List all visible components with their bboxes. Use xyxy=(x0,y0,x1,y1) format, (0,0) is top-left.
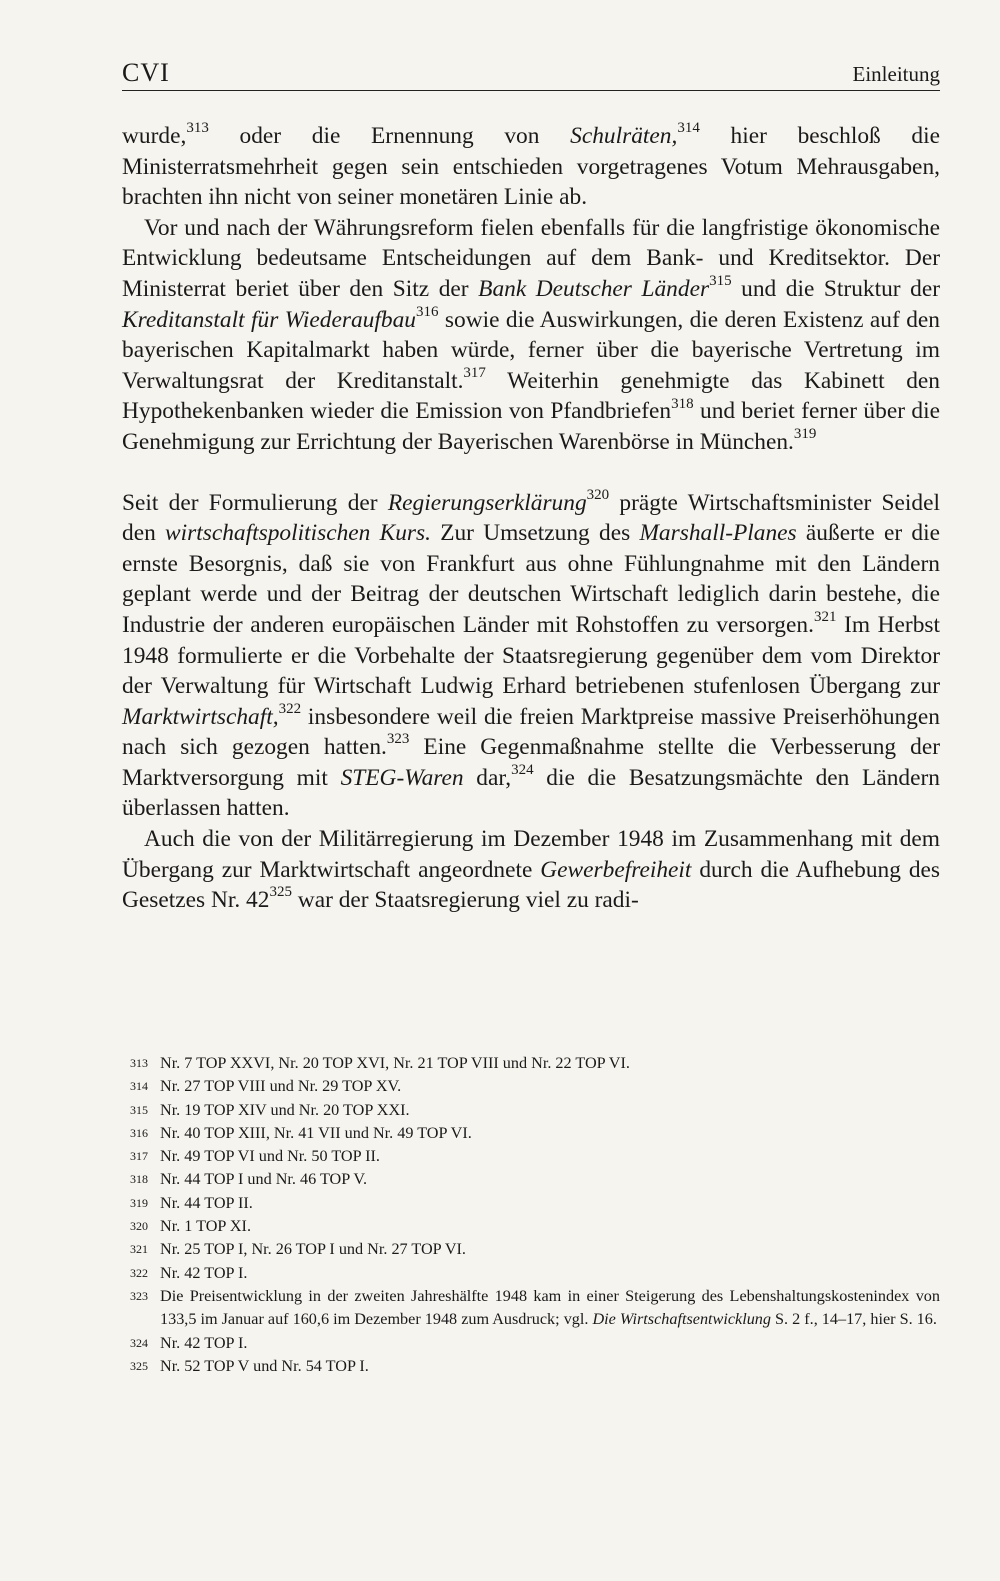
footnote-ref[interactable]: 321 xyxy=(813,609,837,626)
footnote xyxy=(130,1168,940,1191)
footnote-text: Nr. 19 TOP XIV und Nr. 20 TOP XXI. xyxy=(160,1100,410,1119)
footnote-ref[interactable]: 319 xyxy=(793,426,817,443)
footnote-ref[interactable]: 317 xyxy=(463,364,486,381)
footnote xyxy=(130,1075,940,1098)
footnote-text: Nr. 42 TOP I. xyxy=(160,1333,248,1352)
footnote-italic: Die Wirtschaftsentwicklung xyxy=(592,1310,771,1329)
italic-term: wirtschaftspolitischen Kurs. xyxy=(165,520,431,547)
footnote xyxy=(130,1192,940,1215)
text-run: und die Struktur der xyxy=(731,275,941,302)
text-run: war der Staatsregierung viel zu radi- xyxy=(291,887,639,914)
italic-term: Schulräten, xyxy=(570,123,678,149)
footnote xyxy=(130,1145,940,1168)
footnote-text: Nr. 42 TOP I. xyxy=(160,1263,248,1282)
italic-term: STEG-Waren xyxy=(340,764,464,791)
text-run: durch die Aufhebung des Gesetzes Nr. 42 xyxy=(122,856,940,914)
footnote-number: 317 xyxy=(130,1149,148,1164)
footnote-text: Nr. 52 TOP V und Nr. 54 TOP I. xyxy=(160,1356,369,1375)
footnote xyxy=(130,1238,940,1261)
footnote-ref[interactable]: 323 xyxy=(386,731,410,748)
footnote-number: 319 xyxy=(130,1195,148,1210)
footnote xyxy=(130,1052,940,1075)
footnote xyxy=(130,1285,940,1332)
text-run: Eine Gegenmaßnahme stellte die Verbesserung der Marktversorgung mit xyxy=(122,734,940,791)
paragraph-4 xyxy=(122,824,940,916)
footnote-text: Nr. 44 TOP I und Nr. 46 TOP V. xyxy=(160,1170,368,1189)
italic-term: Marshall-Planes xyxy=(639,520,797,547)
footnote xyxy=(130,1262,940,1285)
footnote xyxy=(130,1355,940,1378)
text-run: insbesondere weil die freien Marktpreise massive Preiserhöhungen nach sich gezogen hatten. xyxy=(122,703,940,761)
text-run: oder die Ernennung von xyxy=(208,123,571,149)
footnote-ref[interactable]: 315 xyxy=(709,273,732,290)
footnote-ref[interactable]: 320 xyxy=(586,486,610,503)
italic-term: Bank Deutscher Länder xyxy=(478,275,710,302)
section-title: Einleitung xyxy=(852,62,940,86)
footnote-number: 322 xyxy=(130,1265,148,1280)
footnote xyxy=(130,1332,940,1355)
main-text xyxy=(122,121,940,916)
footnote-text-after: S. 2 f., 14–17, hier S. 16. xyxy=(770,1310,937,1329)
footnote xyxy=(130,1099,940,1122)
footnote-text: Nr. 44 TOP II. xyxy=(160,1193,253,1212)
page-header xyxy=(122,56,940,91)
footnote-text: Die Preisentwicklung in der zweiten Jahreshälfte 1948 kam in einer Steigerung des Lebenshaltungskostenindex von 133,5 im Januar auf 160,6 im Dezember 1948 zum Ausdruck; vgl. xyxy=(160,1286,940,1329)
page-number: CVI xyxy=(122,58,170,87)
italic-term: Gewerbefreiheit xyxy=(540,856,692,883)
footnote-text: Nr. 25 TOP I, Nr. 26 TOP I und Nr. 27 TOP VI. xyxy=(160,1240,466,1259)
footnote xyxy=(130,1215,940,1238)
footnote-number: 315 xyxy=(130,1102,148,1117)
footnote-text: Nr. 7 TOP XXVI, Nr. 20 TOP XVI, Nr. 21 TOP VIII und Nr. 22 TOP VI. xyxy=(160,1054,630,1072)
text-run: Vor und nach der Währungsreform fielen ebenfalls für die langfristige ökonomische Entwicklung bedeutsame Entscheidungen auf dem Bank- und Kreditsektor. Der Ministerrat beriet über den Sitz der xyxy=(122,214,940,302)
footnotes xyxy=(130,1052,940,1378)
text-run: die die Besatzungsmächte den Ländern überlassen hatten. xyxy=(122,764,940,822)
footnote-text: Nr. 1 TOP XI. xyxy=(160,1217,251,1236)
text-run: sowie die Auswirkungen, die deren Existenz auf den bayerischen Kapitalmarkt haben würde, ferner über die bayerische Vertretung im Verwaltungsrat der Kreditanstalt. xyxy=(122,306,940,394)
footnote-text: Nr. 49 TOP VI und Nr. 50 TOP II. xyxy=(160,1147,380,1166)
paragraph-2 xyxy=(122,213,940,458)
text-run: Im Herbst 1948 formulierte er die Vorbehalte der Staatsregierung gegenüber dem vom Direktor der Verwaltung für Wirtschaft Ludwig Erhard betriebenen stufenlosen Übergang zur xyxy=(122,611,940,700)
footnote-number: 316 xyxy=(130,1125,148,1140)
footnote-text: Nr. 40 TOP XIII, Nr. 41 VII und Nr. 49 TOP VI. xyxy=(160,1123,472,1142)
text-run: dar, xyxy=(463,764,512,791)
text-run: Weiterhin genehmigte das Kabinett den Hypothekenbanken wieder die Emission von Pfandbriefen xyxy=(122,367,940,425)
footnote-ref[interactable]: 322 xyxy=(278,700,302,717)
footnote-ref[interactable]: 313 xyxy=(186,120,209,137)
italic-term: Regierungserklärung xyxy=(387,489,587,516)
text-run: Seit der Formulierung der xyxy=(122,489,388,516)
italic-term: Kreditanstalt für Wiederaufbau xyxy=(122,306,416,333)
footnote-ref[interactable]: 325 xyxy=(269,884,292,901)
footnote-number: 325 xyxy=(130,1358,148,1373)
footnote-number: 318 xyxy=(130,1172,148,1187)
paragraph-1 xyxy=(122,121,940,213)
text-run: und beriet ferner über die Genehmigung zur Errichtung der Bayerischen Warenbörse in München. xyxy=(122,398,940,455)
text-run: Zur Umsetzung des xyxy=(430,520,640,547)
footnote-number: 321 xyxy=(130,1242,148,1257)
footnote-number: 313 xyxy=(130,1056,148,1070)
text-run: hier beschloß die Ministerratsmehrheit gegen sein entschieden vorgetragenes Votum Mehrausgaben, brachten ihn nicht von seiner monetären Linie ab. xyxy=(122,123,940,211)
paragraph-3 xyxy=(122,488,940,825)
footnote-text: Nr. 27 TOP VIII und Nr. 29 TOP XV. xyxy=(160,1077,402,1096)
footnote-ref[interactable]: 316 xyxy=(415,303,439,320)
footnote-ref[interactable]: 318 xyxy=(671,395,694,412)
footnote-number: 323 xyxy=(130,1288,148,1303)
footnote-number: 320 xyxy=(130,1219,148,1234)
footnote-number: 314 xyxy=(130,1079,148,1094)
text-run: äußerte er die ernste Besorgnis, daß sie von Frankfurt aus ohne Fühlungnahme mit den Ländern geplant werde und der Beitrag der deutschen Wirtschaft lediglich darin bestehe, die Industrie der anderen europäischen Länder mit Rohstoffen zu versorgen. xyxy=(122,520,940,638)
footnote-ref[interactable]: 324 xyxy=(511,762,534,779)
text-run: wurde, xyxy=(122,123,187,149)
italic-term: Marktwirtschaft, xyxy=(122,703,279,730)
footnote-ref[interactable]: 314 xyxy=(677,120,700,137)
footnote-number: 324 xyxy=(130,1335,148,1350)
footnote xyxy=(130,1122,940,1145)
text-run: prägte Wirtschaftsminister Seidel den xyxy=(122,489,940,547)
text-run: Auch die von der Militärregierung im Dezember 1948 im Zusammenhang mit dem Übergang zur Marktwirtschaft angeordnete xyxy=(122,826,940,883)
